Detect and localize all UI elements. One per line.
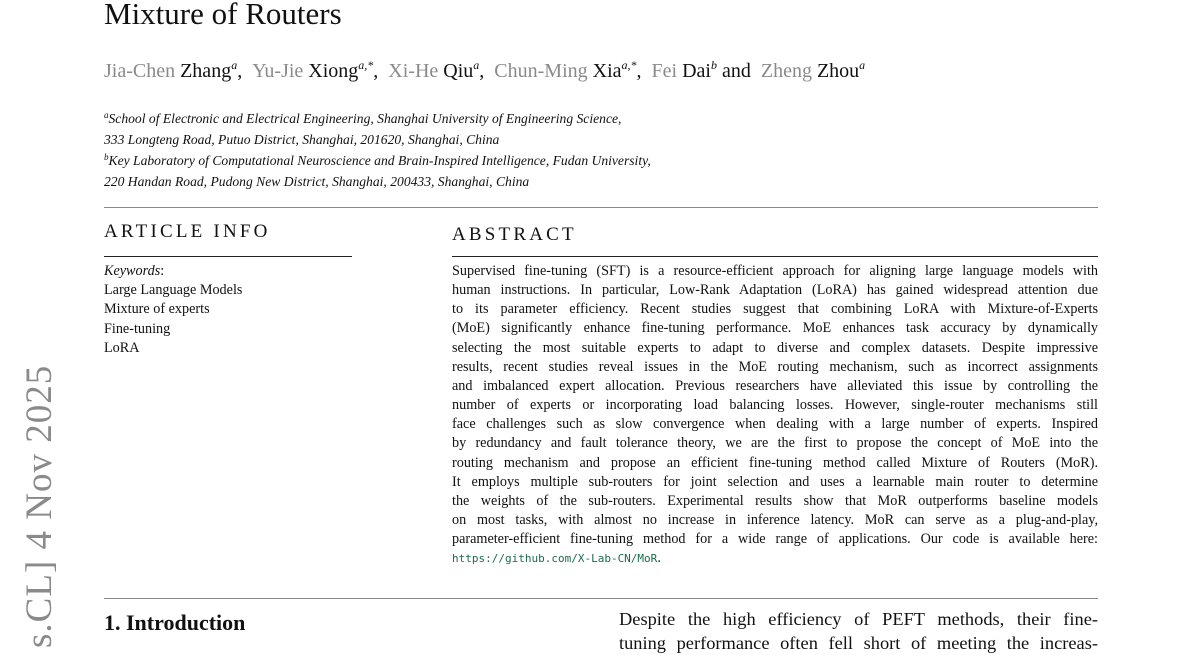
- abstract-line: human instructions. In particular, Low-Rank Adaptation (LoRA) has gained widespread attention due: [452, 282, 1098, 299]
- keyword: LoRA: [104, 339, 140, 356]
- author: [104, 60, 242, 82]
- keywords-label-row: Keywords:: [104, 263, 165, 279]
- author-affiliation-mark: a,*: [621, 58, 637, 72]
- abstract-line: It employs multiple sub-routers for joint selection and uses a learnable main router to determine: [452, 473, 1098, 490]
- abstract-divider: [104, 598, 1098, 599]
- affiliation-a: [104, 108, 651, 129]
- abstract-line: results, recent studies reveal issues in the MoE routing mechanism, such as incorrect assignments: [452, 358, 1098, 375]
- keywords-block: [104, 262, 242, 358]
- author-family-name: Qiu: [443, 60, 474, 82]
- author-separator: and: [716, 60, 751, 82]
- abstract-line: the weights of the sub-routers. Experimental results show that MoR outperforms baseline models: [452, 492, 1098, 509]
- affiliation-line: School of Electronic and Electrical Engineering, Shanghai University of Engineering Science,: [108, 111, 622, 126]
- abstract-line: (MoE) significantly enhance fine-tuning performance. MoE enhances task accuracy by dynamically: [452, 320, 1098, 337]
- author: [652, 60, 751, 82]
- abstract-line: on most tasks, with almost no increase in inference latency. MoR can serve as a plug-and-play,: [452, 512, 1098, 529]
- author-given-name: Jia-Chen: [104, 60, 176, 82]
- abstract-line: by redundancy and fault tolerance theory, we are the first to propose the concept of MoE into the: [452, 435, 1098, 452]
- arxiv-side-stamp: s.CL] 4 Nov 2025: [19, 364, 60, 648]
- affiliation-line: Key Laboratory of Computational Neuroscience and Brain-Inspired Intelligence, Fudan University,: [108, 153, 651, 168]
- keyword: Mixture of experts: [104, 301, 210, 318]
- affiliation-mark: a: [104, 110, 109, 120]
- abstract-rule: [452, 256, 1098, 257]
- abstract-line: parameter-efficient fine-tuning method for a wide range of applications. Our code is available here:: [452, 531, 1098, 548]
- abstract-heading: ABSTRACT: [452, 224, 577, 245]
- author-affiliation-mark: a: [859, 58, 866, 72]
- author-family-name: Zhou: [816, 60, 860, 82]
- author: [494, 60, 641, 82]
- author-separator: ,: [479, 60, 485, 82]
- author-affiliation-mark: a: [473, 58, 480, 72]
- affiliation-mark: b: [104, 152, 109, 162]
- author-affiliation-mark: a,*: [358, 58, 374, 72]
- author: [388, 60, 484, 82]
- abstract-line: routing mechanism and propose an efficient fine-tuning method called Mixture of Routers (MoR).: [452, 454, 1098, 471]
- article-info-heading: ARTICLE INFO: [104, 221, 271, 242]
- abstract-line: face challenges such as slow convergence when dealing with a large number of experts. Inspired: [452, 416, 1098, 433]
- author-family-name: Dai: [682, 60, 711, 82]
- author-given-name: Chun-Ming: [494, 60, 588, 82]
- abstract-line: to its parameter efficiency. Recent studies suggest that combining LoRA with Mixture-of-Experts: [452, 301, 1098, 318]
- author-affiliation-mark: b: [710, 58, 717, 72]
- author-family-name: Zhang: [180, 60, 232, 82]
- section-heading-introduction: 1. Introduction: [104, 610, 246, 635]
- affiliation-b: [104, 150, 651, 171]
- keywords-label: Keywords: [104, 263, 161, 279]
- author-separator: ,: [636, 60, 642, 82]
- author-given-name: Zheng: [760, 60, 812, 82]
- paper-title: Mixture of Routers: [104, 0, 342, 31]
- author-family-name: Xia: [592, 60, 622, 82]
- abstract-line: Supervised fine-tuning (SFT) is a resource-efficient approach for aligning large language models with: [452, 263, 1098, 279]
- affiliation-a-address: 333 Longteng Road, Putuo District, Shanghai, 201620, Shanghai, China: [104, 132, 500, 147]
- author-given-name: Fei: [651, 60, 678, 82]
- abstract-body: [452, 262, 1098, 569]
- author: [252, 60, 378, 82]
- abstract-line: and imbalanced expert allocation. Previous researchers have alleviated this issue by controlling the: [452, 377, 1098, 394]
- header-divider: [104, 207, 1098, 208]
- author-family-name: Xiong: [308, 60, 359, 82]
- author-separator: ,: [373, 60, 379, 82]
- affiliations: [104, 108, 651, 192]
- affiliation-b-address: 220 Handan Road, Pudong New District, Shanghai, 200433, Shanghai, China: [104, 174, 530, 189]
- keyword: Fine-tuning: [104, 320, 171, 337]
- keyword: Large Language Models: [104, 282, 243, 299]
- author-separator: ,: [237, 60, 243, 82]
- article-info-rule: [104, 256, 352, 257]
- author-affiliation-mark: a: [231, 58, 238, 72]
- author-list: [104, 58, 865, 84]
- abstract-line: selecting the most suitable experts to adapt to diverse and complex datasets. Despite impressive: [452, 339, 1098, 356]
- body-line: tuning performance often fell short of meeting the increas-: [619, 633, 1098, 653]
- url-period: .: [657, 550, 661, 567]
- abstract-line-url: [452, 549, 1098, 568]
- author: [761, 60, 865, 82]
- author-given-name: Xi-He: [388, 60, 439, 82]
- abstract-line: number of experts or incorporating load balancing losses. However, single-router mechanisms still: [452, 397, 1098, 414]
- body-line: Despite the high efficiency of PEFT methods, their fine-: [619, 609, 1098, 629]
- author-given-name: Yu-Jie: [252, 60, 304, 82]
- code-repository-link[interactable]: https://github.com/X-Lab-CN/MoR: [452, 552, 658, 566]
